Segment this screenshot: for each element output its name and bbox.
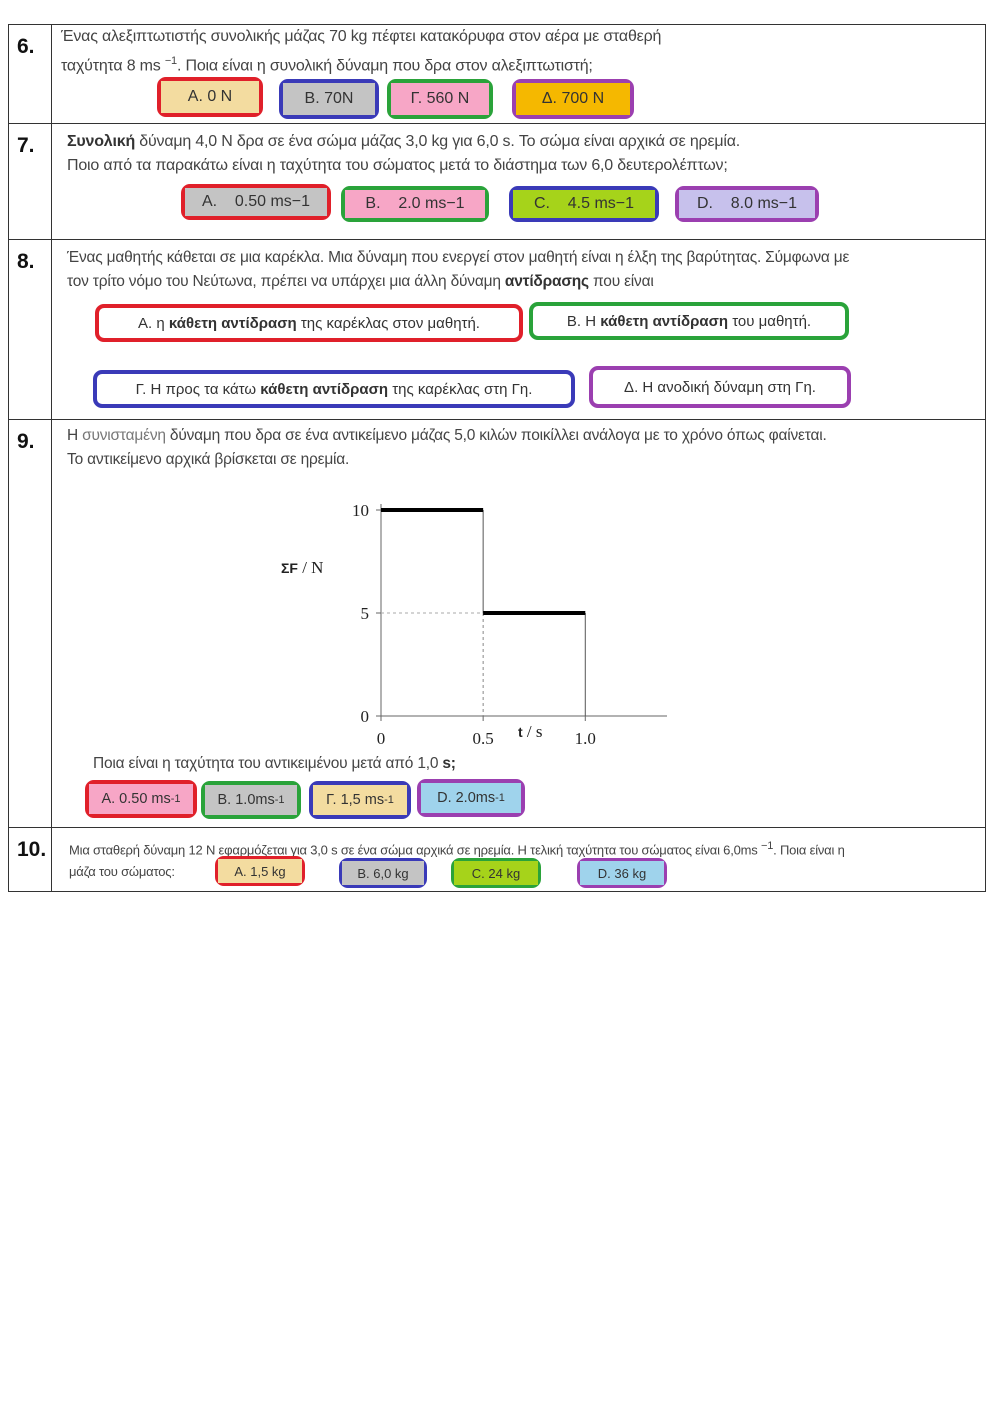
answer-option-a[interactable]: Α. η κάθετη αντίδραση της καρέκλας στον μαθητή. — [95, 304, 523, 342]
answer-option-d[interactable]: D. 8.0 ms−1 — [675, 186, 819, 222]
question-9 — [9, 419, 985, 828]
question-text: Η συνισταμένη δύναμη που δρα σε ένα αντικείμενο μάζας 5,0 κιλών ποικίλλει ανάλογα με το χρόνο όπως φαίνεται. Το αντικείμενο αρχικά βρίσκεται σε ηρεμία. — [67, 427, 827, 468]
question-text: Συνολική δύναμη 4,0 N δρα σε ένα σώμα μάζας 3,0 kg για 6,0 s. Το σώμα είναι αρχικά σε ηρεμία. Ποιο από τα παρακάτω είναι η ταχύτητα του σώματος μετά το διάστημα των 6,0 δευτερολέπτων; — [67, 133, 741, 174]
question-text: Ένας μαθητής κάθεται σε μια καρέκλα. Μια δύναμη που ενεργεί στον μαθητή είναι η έλξη της βαρύτητας. Σύμφωνα με τον τρίτο νόμο του Νεύτωνα, πρέπει να υπάρχει μια άλλη δύναμη αντίδρασης που είναι — [67, 249, 850, 290]
answer-option-a[interactable]: A. 0.50 ms−1 — [181, 184, 331, 220]
question-text: Μια σταθερή δύναμη 12 N εφαρμόζεται για 3,0 s σε ένα σώμα αρχικά σε ηρεμία. Η τελική ταχύτητα του σώματος είναι 6,0ms $^{-1}$. Ποια είναι η — [69, 840, 845, 858]
answer-option-c[interactable]: C. 24 kg — [451, 858, 541, 888]
question-text: Ένας αλεξιπτωτιστής συνολικής μάζας 70 kg πέφτει κατακόρυφα στον αέρα με σταθερή ταχύτητα 8 ms $^{-1}$. Ποια είναι η συνολική δύναμη που δρα στον αλεξιπτωτιστή; — [61, 28, 662, 75]
question-7 — [9, 123, 985, 240]
answer-option-b[interactable]: B. 6,0 kg — [339, 858, 427, 888]
y-tick-label: 0 — [360, 707, 369, 726]
y-axis-label: ΣF / N — [281, 558, 324, 577]
question-number: 7. — [9, 124, 52, 240]
answer-option-d[interactable]: Δ. 700 Ν — [512, 79, 634, 119]
answer-option-a[interactable]: Α. 0 Ν — [157, 77, 263, 117]
question-6 — [9, 25, 985, 123]
answer-option-b[interactable]: Β. Η κάθετη αντίδραση του μαθητή. — [529, 302, 849, 340]
answer-option-a[interactable]: A. 1,5 kg — [215, 856, 305, 886]
worksheet — [8, 24, 986, 892]
question-number: 6. — [9, 25, 52, 123]
answer-option-b[interactable]: Β. 70Ν — [279, 79, 379, 119]
answer-option-c[interactable]: Γ. 560 Ν — [387, 79, 493, 119]
answer-option-c[interactable]: Γ. 1,5 ms -1 — [309, 781, 411, 819]
question-text-line2: μάζα του σώματος: — [69, 864, 175, 879]
answer-option-d[interactable]: Δ. Η ανοδική δύναμη στη Γη. — [589, 366, 851, 408]
plot-area — [352, 501, 667, 748]
answer-option-a[interactable]: Α. 0.50 ms -1 — [85, 780, 197, 818]
answer-option-b[interactable]: B. 2.0 ms−1 — [341, 186, 489, 222]
y-tick-label: 10 — [352, 501, 369, 520]
y-tick-label: 5 — [360, 604, 369, 623]
question-prompt: Ποια είναι η ταχύτητα του αντικειμένου μετά από 1,0 s; — [93, 755, 456, 772]
answer-option-c[interactable]: Γ. Η προς τα κάτω κάθετη αντίδραση της καρέκλας στη Γη. — [93, 370, 575, 408]
answer-option-c[interactable]: C. 4.5 ms−1 — [509, 186, 659, 222]
answer-option-d[interactable]: D. 36 kg — [577, 858, 667, 888]
question-8 — [9, 239, 985, 420]
x-tick-label: 0 — [376, 729, 386, 748]
question-number: 9. — [9, 420, 52, 828]
x-tick-label: 0.5 — [472, 729, 494, 748]
question-10 — [9, 827, 985, 892]
question-number: 10. — [9, 828, 52, 892]
x-tick-label: 1.0 — [574, 729, 596, 748]
answer-option-d[interactable]: D. 2.0ms -1 — [417, 779, 525, 817]
x-axis-label: t / s — [518, 722, 543, 741]
question-number: 8. — [9, 240, 52, 420]
answer-option-b[interactable]: Β. 1.0ms -1 — [201, 781, 301, 819]
force-time-chart — [271, 472, 691, 752]
